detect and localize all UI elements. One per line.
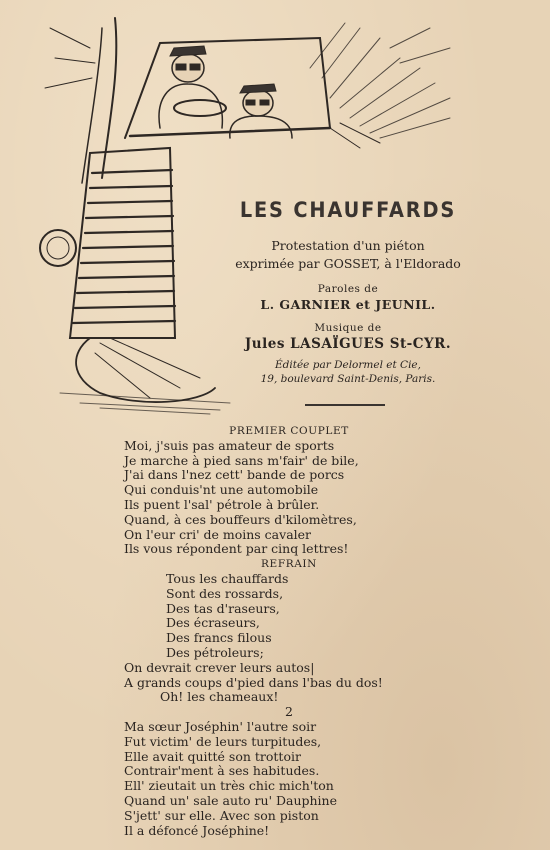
first-couplet-heading: PREMIER COUPLET [229, 425, 349, 437]
lyric-line: Elle avait quitté son trottoir [124, 748, 301, 764]
publisher-line-1: Éditée par Delormel et Cie, [275, 359, 421, 371]
lyrics-body [124, 424, 444, 838]
lyric-line: Ils vous répondent par cinq lettres! [124, 541, 349, 557]
subtitle-line-1: Protestation d'un piéton [271, 238, 425, 253]
lyric-line: Ell' zieutait un très chic mich'ton [124, 778, 334, 794]
lyric-line: Il a défoncé Joséphine! [124, 822, 270, 838]
lyric-line: Quand, à ces bouffeurs d'kilomètres, [124, 511, 357, 527]
lyric-line: J'ai dans l'nez cett' bande de porcs [124, 467, 345, 483]
composer: Jules LASAÏGUES St-CYR. [244, 336, 452, 352]
refrain-line: Des écraseurs, [166, 615, 260, 631]
second-couplet-number: 2 [285, 704, 293, 720]
lyric-line: Ma sœur Joséphin' l'autre soir [124, 718, 317, 734]
header-block [228, 198, 468, 386]
lyric-line: Je marche à pied sans m'fair' de bile, [124, 452, 359, 468]
refrain-line: Sont des rossards, [166, 585, 284, 601]
lyricists: L. GARNIER et JEUNIL. [260, 297, 436, 312]
lyric-line: Fut victim' de leurs turpitudes, [124, 733, 322, 749]
lyric-line: S'jett' sur elle. Avec son piston [124, 807, 319, 823]
subtitle-line-2: exprimée par GOSSET, à l'Eldorado [235, 256, 461, 271]
refrain-line: Tous les chauffards [166, 570, 289, 586]
song-title: LES CHAUFFARDS [239, 198, 457, 222]
lyric-line: Contrair'ment à ses habitudes. [124, 763, 320, 779]
refrain-line: Des pétroleurs; [166, 644, 264, 660]
refrain-exclamation: Oh! les chameaux! [160, 689, 279, 705]
lyric-line: Ils puent l'sal' pétrole à brûler. [124, 496, 320, 512]
lyric-line: Quand un' sale auto ru' Dauphine [124, 792, 338, 808]
lyrics-label: Paroles de [317, 283, 379, 295]
publisher-line-2: 19, boulevard Saint-Denis, Paris. [260, 373, 436, 385]
music-label: Musique de [314, 322, 382, 334]
lyric-line: Moi, j'suis pas amateur de sports [124, 437, 335, 453]
refrain-line: Des tas d'raseurs, [166, 600, 280, 616]
refrain-heading: REFRAIN [261, 558, 317, 571]
refrain-line: Des francs filous [166, 630, 272, 646]
lyric-line: On l'eur cri' de moins cavaler [124, 526, 312, 542]
lyric-line: Qui conduis'nt une automobile [124, 482, 319, 498]
lyric-line: On devrait crever leurs autos| [124, 659, 315, 675]
lyric-line: A grands coups d'pied dans l'bas du dos! [124, 674, 383, 690]
divider-rule [305, 404, 385, 406]
